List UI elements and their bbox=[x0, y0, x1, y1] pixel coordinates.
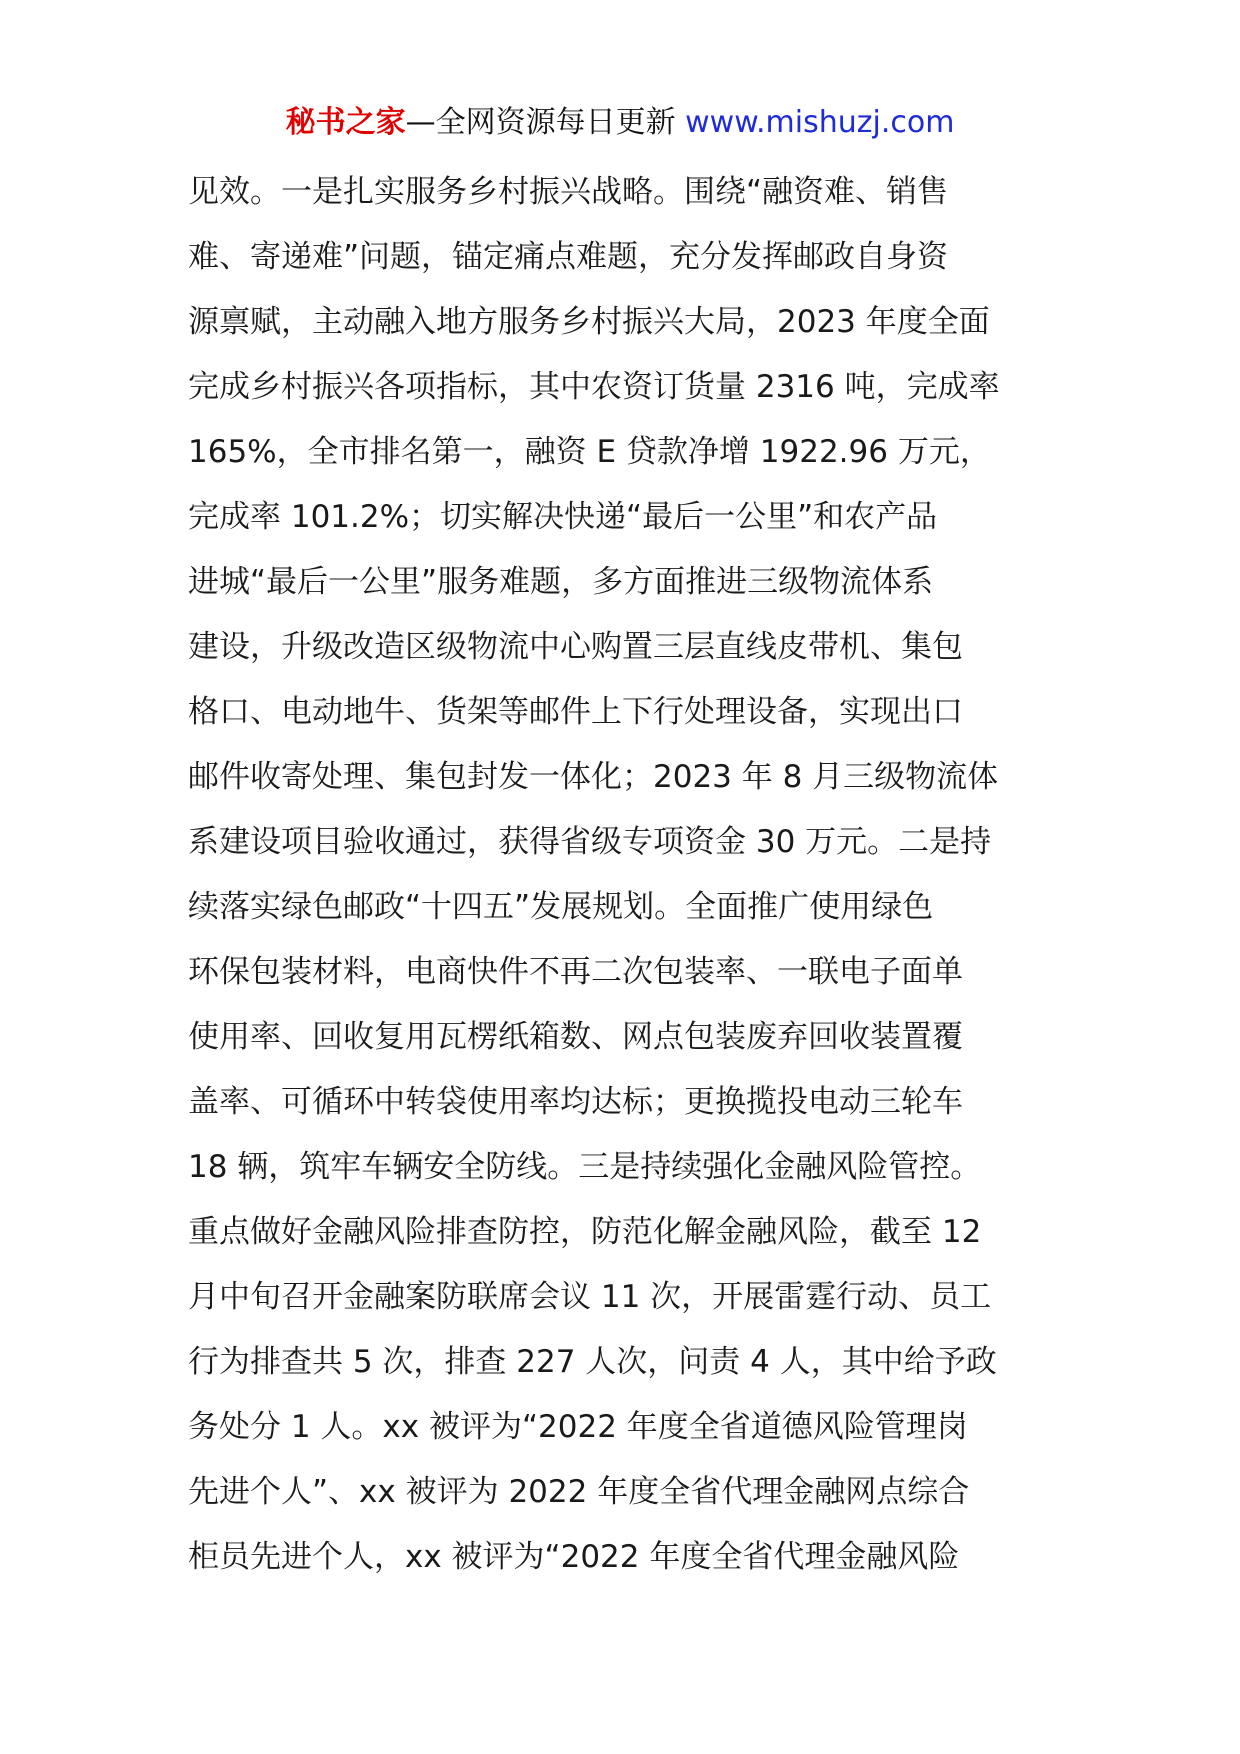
text-line: 先进个人”、xx 被评为 2022 年度全省代理金融网点综合 bbox=[188, 1474, 970, 1510]
text-line: 格口、电动地牛、货架等邮件上下行处理设备，实现出口 bbox=[188, 694, 963, 730]
text-line: 行为排查共 5 次，排查 227 人次，问责 4 人，其中给予政 bbox=[188, 1344, 997, 1380]
text-line: 重点做好金融风险排查防控，防范化解金融风险，截至 12 bbox=[188, 1214, 982, 1250]
text-line: 环保包装材料，电商快件不再二次包装率、一联电子面单 bbox=[188, 954, 963, 990]
text-line: 165%，全市排名第一，融资 E 贷款净增 1922.96 万元， bbox=[188, 434, 991, 470]
text-line: 见效。一是扎实服务乡村振兴战略。围绕“融资难、销售 bbox=[188, 174, 949, 210]
website-link[interactable]: www.mishuzj.com bbox=[685, 105, 955, 140]
text-line: 完成率 101.2%；切实解决快递“最后一公里”和农产品 bbox=[188, 499, 938, 535]
text-line: 难、寄递难”问题，锚定痛点难题，充分发挥邮政自身资 bbox=[188, 239, 949, 275]
text-line: 使用率、回收复用瓦楞纸箱数、网点包装废弃回收装置覆 bbox=[188, 1019, 963, 1055]
text-line: 18 辆，筑牢车辆安全防线。三是持续强化金融风险管控。 bbox=[188, 1149, 982, 1185]
text-line: 月中旬召开金融案防联席会议 11 次，开展雷霆行动、员工 bbox=[188, 1279, 992, 1315]
text-line: 进城“最后一公里”服务难题，多方面推进三级物流体系 bbox=[188, 564, 934, 600]
page-header bbox=[0, 101, 1240, 145]
text-line: 建设，升级改造区级物流中心购置三层直线皮带机、集包 bbox=[188, 629, 963, 665]
header-slogan: —全网资源每日更新 bbox=[405, 105, 686, 140]
document-body bbox=[188, 160, 1068, 1590]
text-line: 务处分 1 人。xx 被评为“2022 年度全省道德风险管理岗 bbox=[188, 1409, 968, 1445]
text-line: 盖率、可循环中转袋使用率均达标；更换揽投电动三轮车 bbox=[188, 1084, 963, 1120]
text-line: 续落实绿色邮政“十四五”发展规划。全面推广使用绿色 bbox=[188, 889, 934, 925]
text-line: 系建设项目验收通过，获得省级专项资金 30 万元。二是持 bbox=[188, 824, 992, 860]
text-line: 邮件收寄处理、集包封发一体化；2023 年 8 月三级物流体 bbox=[188, 759, 999, 795]
brand-name: 秘书之家 bbox=[285, 105, 406, 140]
text-line: 源禀赋，主动融入地方服务乡村振兴大局，2023 年度全面 bbox=[188, 304, 990, 340]
text-line: 完成乡村振兴各项指标，其中农资订货量 2316 吨，完成率 bbox=[188, 369, 1000, 405]
text-line: 柜员先进个人，xx 被评为“2022 年度全省代理金融风险 bbox=[188, 1539, 960, 1575]
